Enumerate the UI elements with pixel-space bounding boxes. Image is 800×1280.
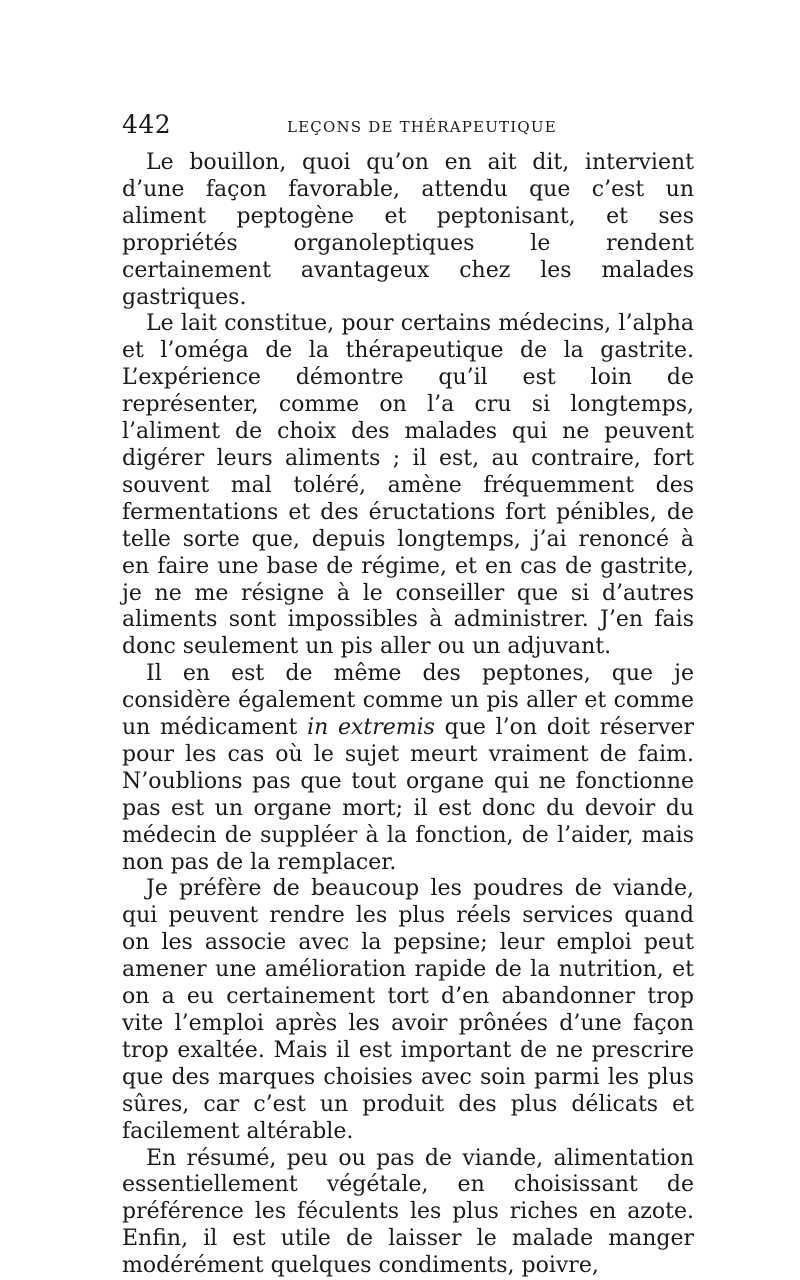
latin-phrase: in extremis	[307, 715, 435, 741]
paragraph-text: Il en est de même des peptones, que je considère également comme un pis aller et comme un médicament	[122, 661, 694, 741]
page-header	[122, 110, 694, 144]
paragraph: Je préfère de beaucoup les poudres de viande, qui peuvent rendre les plus réels services quand on les associe avec la pepsine; leur emploi peut amener une amélioration rapide de la nutrition, et on a eu certainement tort d’en abandonner trop vite l’emploi après les avoir prônées d’une façon trop exaltée. Mais il est important de ne prescrire que des marques choisies avec soin parmi les plus sûres, car c’est un produit des plus délicats et facilement altérable.	[122, 876, 694, 1144]
page-number: 442	[122, 110, 172, 139]
paragraph-text: que l’on doit réserver pour les cas où le sujet meurt vraiment de faim. N’oublions pas que tout organe qui ne fonctionne pas est un organe mort; il est donc du devoir du médecin de suppléer à la fonction, de l’aider, mais non pas de la remplacer.	[122, 715, 694, 875]
running-head: LEÇONS DE THÉRAPEUTIQUE	[287, 118, 557, 136]
paragraph: Le bouillon, quoi qu’on en ait dit, intervient d’une façon favorable, attendu que c’est un aliment peptogène et peptonisant, et ses propriétés organoleptiques le rendent certainement avantageux chez les malades gastriques.	[122, 150, 694, 310]
paragraph: En résumé, peu ou pas de viande, alimentation essentiellement végétale, en choisissant de préférence les féculents les plus riches en azote. Enfin, il est utile de laisser le malade manger modérément quelques condiments, poivre,	[122, 1145, 694, 1279]
body-text	[122, 150, 694, 1280]
paragraph: Le lait constitue, pour certains médecins, l’alpha et l’oméga de la thérapeutique de la gastrite. L’expérience démontre qu’il est loin de représenter, comme on l’a cru si longtemps, l’aliment de choix des malades qui ne peuvent digérer leurs aliments ; il est, au contraire, fort souvent mal toléré, amène fréquemment des fermentations et des éructations fort pénibles, de telle sorte que, depuis longtemps, j’ai renoncé à en faire une base de régime, et en cas de gastrite, je ne me résigne à le conseiller que si d’autres aliments sont impossibles à administrer. J’en fais donc seulement un pis aller ou un adjuvant.	[122, 311, 694, 660]
paragraph	[122, 661, 694, 876]
